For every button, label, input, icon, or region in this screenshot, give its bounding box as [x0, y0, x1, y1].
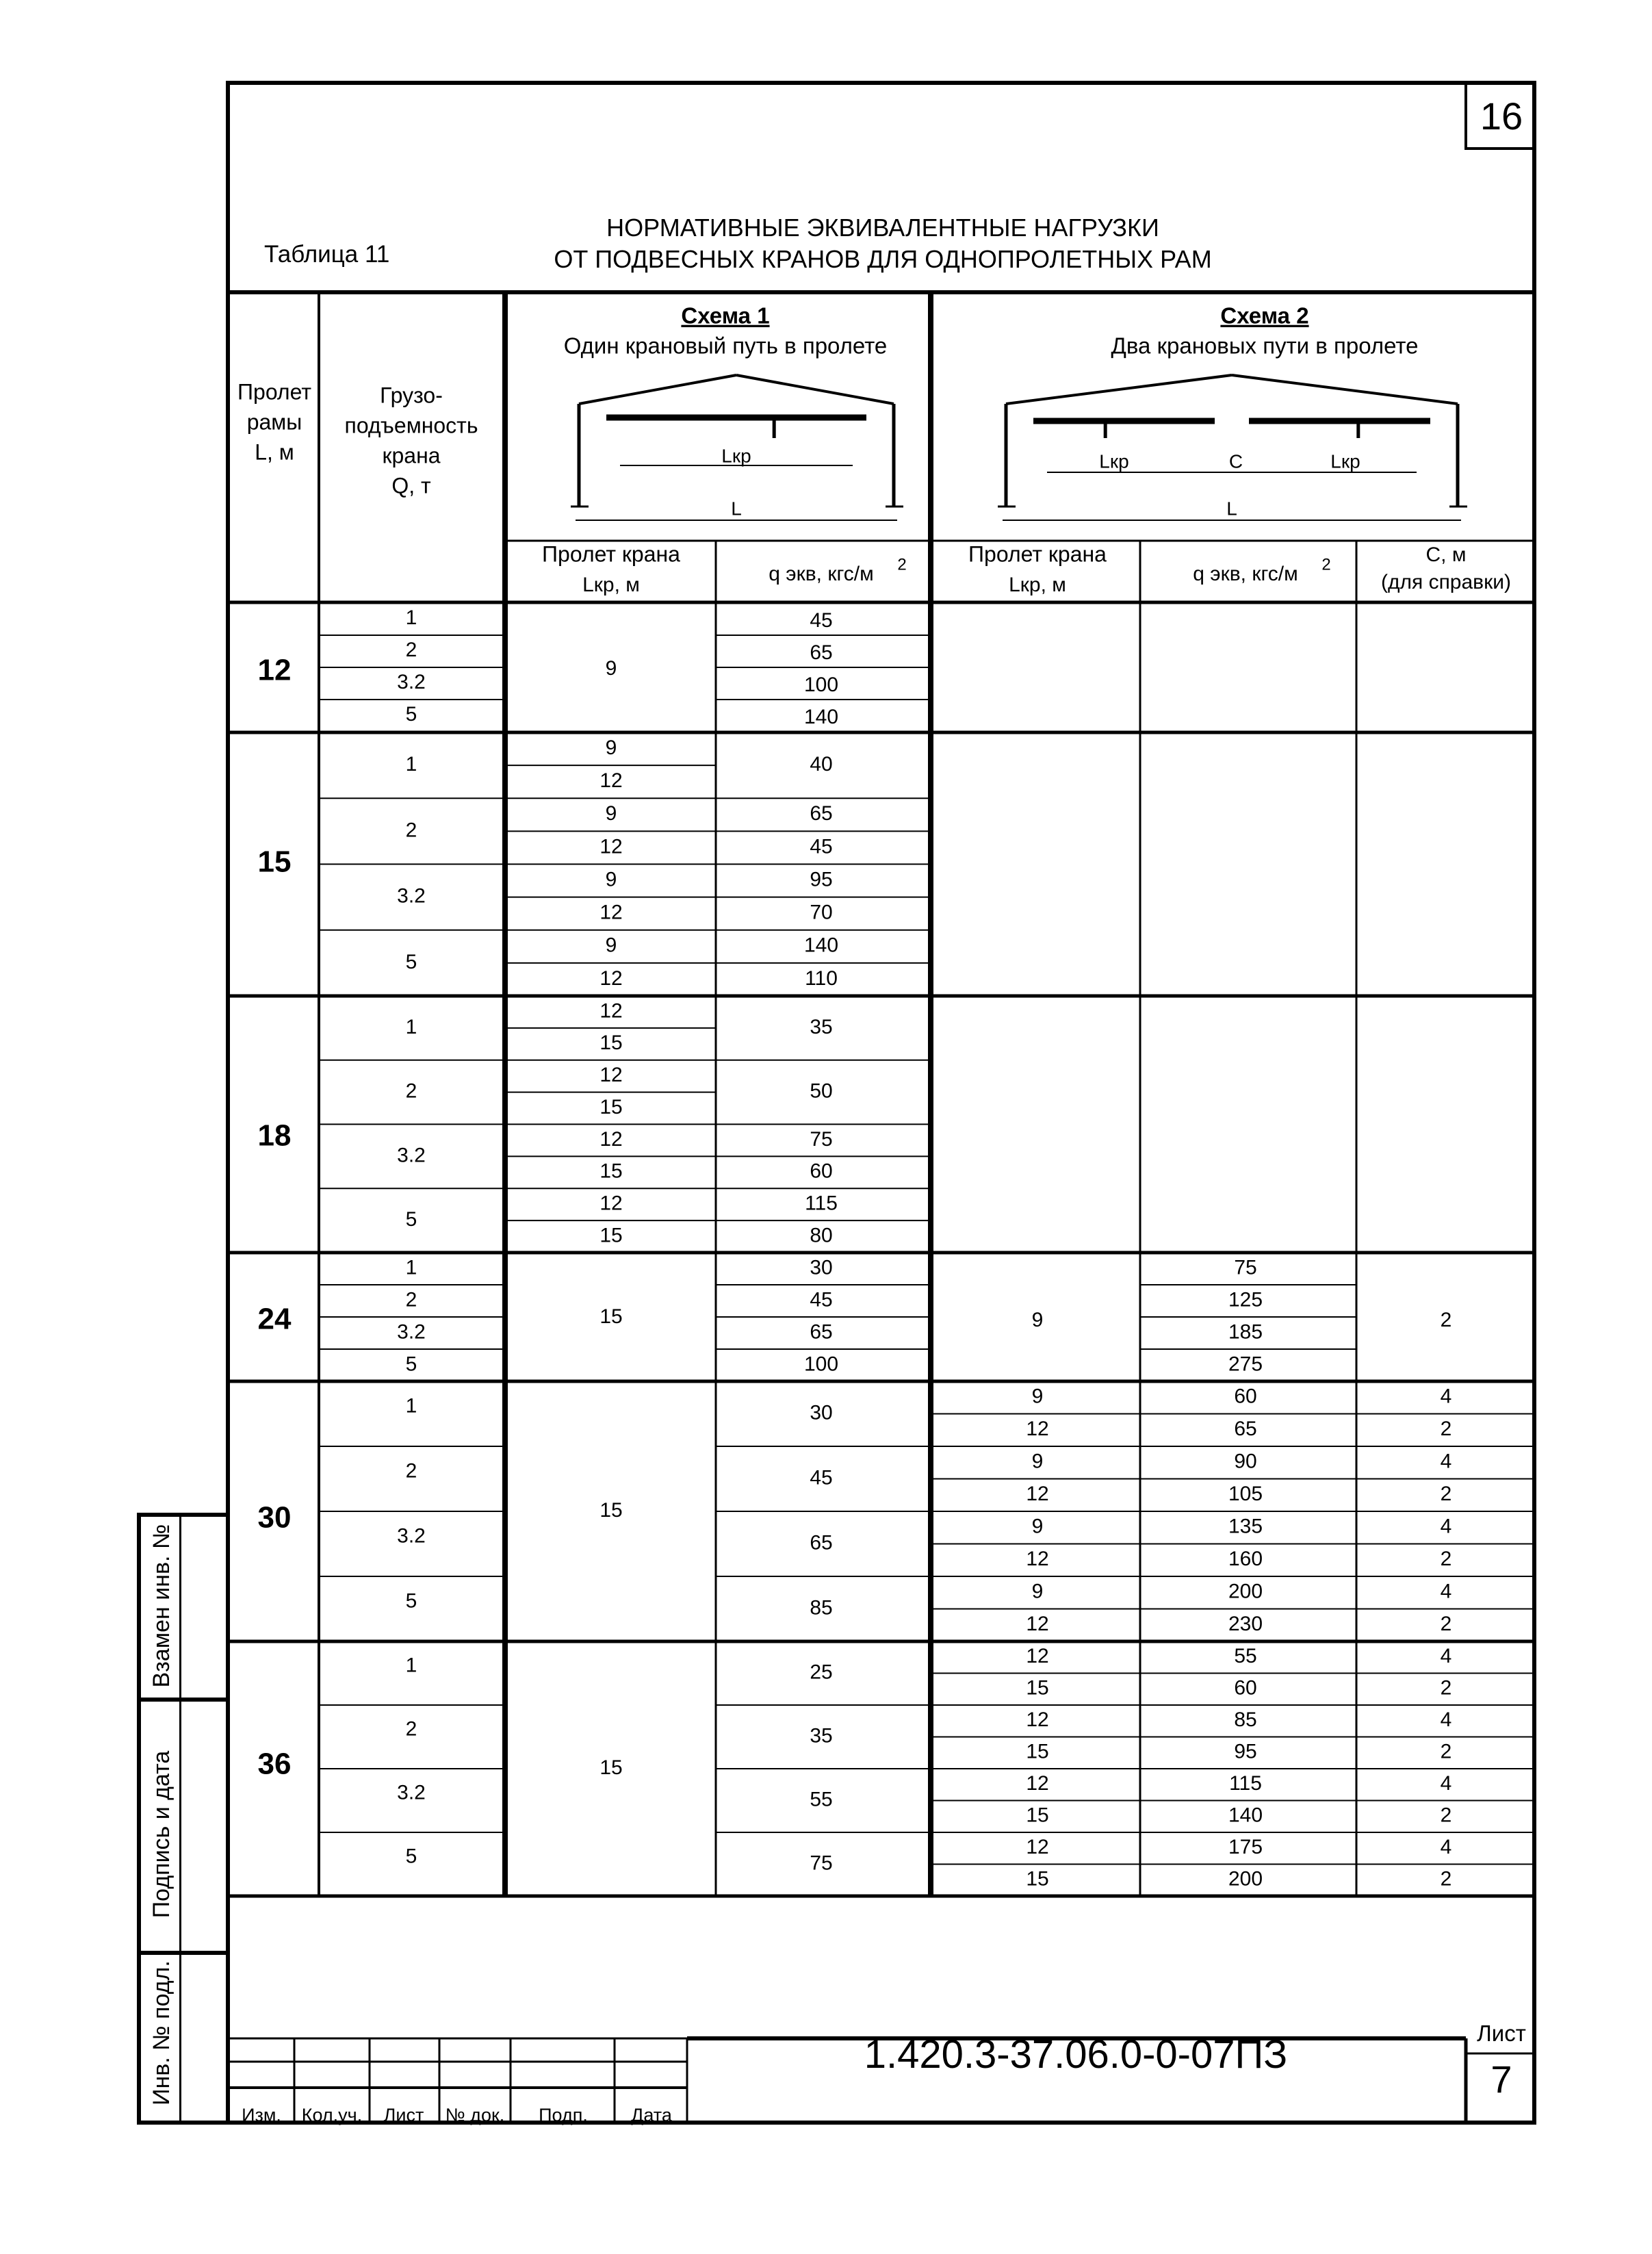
crane-span-value: 12 — [599, 1192, 623, 1215]
capacity-value: 2 — [405, 1079, 417, 1103]
sheet-number: 7 — [1490, 2058, 1512, 2101]
capacity-value: 1 — [405, 753, 417, 776]
s2-q-value: 65 — [1234, 1418, 1257, 1441]
crane-span-value: 15 — [599, 1498, 623, 1522]
header-span: Пролет — [237, 379, 311, 405]
crane-span-value: 9 — [605, 868, 617, 891]
crane-span-value: 12 — [599, 769, 623, 793]
header-q: q экв, кгс/м — [1193, 562, 1298, 585]
s2-c-value: 4 — [1440, 1450, 1452, 1473]
capacity-value: 1 — [405, 1256, 417, 1279]
q-value: 30 — [810, 1401, 833, 1424]
s2-crane-span-value: 12 — [1026, 1483, 1049, 1506]
header-capacity: крана — [382, 443, 441, 468]
q-value: 115 — [805, 1192, 838, 1215]
s2-c-value: 2 — [1440, 1740, 1452, 1763]
stamp-divider — [137, 1698, 226, 1702]
s2-crane-span-value: 12 — [1026, 1836, 1049, 1859]
capacity-value: 3.2 — [397, 670, 426, 693]
diagram-line — [579, 375, 736, 404]
s2-crane-span-value: 9 — [1031, 1308, 1044, 1331]
q-value: 65 — [810, 641, 833, 664]
q-value: 80 — [810, 1224, 833, 1247]
sheet-label: Лист — [1477, 2021, 1526, 2046]
capacity-value: 2 — [405, 1288, 417, 1311]
header-crane-span: Пролет крана — [542, 541, 680, 567]
capacity-value: 2 — [405, 819, 417, 842]
diagram-label-lkr: Lкр — [1330, 450, 1360, 472]
s2-c-value: 2 — [1440, 1548, 1452, 1571]
tb-podp: Подп. — [539, 2105, 588, 2125]
title-line-2: ОТ ПОДВЕСНЫХ КРАНОВ ДЛЯ ОДНОПРОЛЕТНЫХ РАМ — [554, 245, 1212, 273]
s2-c-value: 2 — [1440, 1418, 1452, 1441]
q-value: 100 — [803, 1353, 839, 1376]
crane-span-value: 15 — [599, 1095, 623, 1118]
capacity-value: 1 — [405, 606, 417, 629]
capacity-value: 5 — [405, 1845, 417, 1868]
s2-q-value: 200 — [1228, 1580, 1263, 1603]
s2-c-value: 4 — [1440, 1580, 1452, 1603]
crane-span-value: 9 — [605, 802, 617, 825]
s2-q-value: 55 — [1234, 1645, 1257, 1668]
q-value: 85 — [810, 1596, 833, 1619]
diagram-label-lkr: Lкр — [721, 445, 751, 467]
header-span: L, м — [255, 439, 294, 465]
q-value: 25 — [810, 1661, 833, 1684]
diagram-line — [1232, 375, 1458, 404]
capacity-value: 1 — [405, 1394, 417, 1418]
crane-span-value: 15 — [599, 1160, 623, 1183]
capacity-value: 3.2 — [397, 884, 426, 908]
q-value: 140 — [803, 934, 839, 957]
tb-kol: Кол.уч. — [301, 2105, 363, 2125]
q-value: 40 — [810, 753, 833, 776]
s2-c-value: 4 — [1440, 1836, 1452, 1859]
scheme2-desc: Два крановых пути в пролете — [1111, 333, 1419, 359]
header-crane-span: Пролет крана — [968, 541, 1107, 567]
s2-q-value: 140 — [1228, 1804, 1263, 1827]
s2-crane-span-value: 9 — [1031, 1385, 1044, 1408]
diagram-label-c: С — [1228, 450, 1243, 472]
crane-span-value: 15 — [599, 1032, 623, 1055]
capacity-value: 5 — [405, 1208, 417, 1231]
crane-span-value: 15 — [599, 1756, 623, 1779]
s2-q-value: 85 — [1234, 1708, 1257, 1732]
header-c: С, м — [1425, 543, 1467, 566]
s2-q-value: 105 — [1228, 1483, 1263, 1506]
s2-c-value: 2 — [1440, 1483, 1452, 1506]
q-value: 75 — [810, 1852, 833, 1875]
s2-crane-span-value: 12 — [1026, 1418, 1049, 1441]
s2-c-value: 4 — [1440, 1515, 1452, 1538]
header-capacity: Q, т — [391, 473, 431, 498]
s2-c-value: 2 — [1440, 1308, 1452, 1331]
header-crane-span: Lкр, м — [1009, 573, 1066, 596]
capacity-value: 5 — [405, 702, 417, 726]
header-q-sup: 2 — [897, 555, 907, 574]
s2-q-value: 175 — [1228, 1836, 1263, 1859]
q-value: 30 — [810, 1256, 833, 1279]
s2-crane-span-value: 15 — [1026, 1676, 1049, 1700]
s2-q-value: 275 — [1228, 1353, 1263, 1376]
capacity-value: 2 — [405, 638, 417, 661]
s2-crane-span-value: 12 — [1026, 1613, 1049, 1636]
diagram-label-l: L — [1226, 498, 1237, 520]
tb-ndoc: № док. — [445, 2105, 505, 2125]
capacity-value: 2 — [405, 1717, 417, 1741]
s2-crane-span-value: 12 — [1026, 1772, 1049, 1795]
s2-q-value: 160 — [1228, 1548, 1263, 1571]
diagram-line — [1006, 375, 1232, 404]
q-value: 100 — [803, 673, 839, 696]
s2-q-value: 125 — [1228, 1288, 1263, 1311]
s2-crane-span-value: 9 — [1031, 1450, 1044, 1473]
q-value: 65 — [810, 1320, 833, 1344]
capacity-value: 3.2 — [397, 1524, 426, 1548]
q-value: 45 — [810, 609, 833, 632]
tb-list: Лист — [383, 2105, 424, 2125]
q-value: 45 — [810, 1466, 833, 1489]
crane-span-value: 15 — [599, 1224, 623, 1247]
crane-span-value: 12 — [599, 1064, 623, 1087]
capacity-value: 5 — [405, 950, 417, 973]
document-code: 1.420.3-37.06.0-0-07ПЗ — [864, 2032, 1288, 2077]
capacity-value: 3.2 — [397, 1781, 426, 1804]
q-value: 65 — [810, 802, 833, 825]
capacity-value: 5 — [405, 1589, 417, 1613]
capacity-value: 1 — [405, 1654, 417, 1677]
s2-c-value: 4 — [1440, 1772, 1452, 1795]
s2-c-value: 2 — [1440, 1676, 1452, 1700]
s2-q-value: 75 — [1234, 1256, 1257, 1279]
s2-crane-span-value: 9 — [1031, 1580, 1044, 1603]
q-value: 45 — [810, 835, 833, 858]
s2-crane-span-value: 12 — [1026, 1645, 1049, 1668]
s2-c-value: 4 — [1440, 1645, 1452, 1668]
s2-crane-span-value: 15 — [1026, 1740, 1049, 1763]
stamp-replaced-inv: Взамен инв. № — [149, 1524, 175, 1688]
crane-span-value: 12 — [599, 1127, 623, 1151]
capacity-value: 1 — [405, 1015, 417, 1038]
s2-crane-span-value: 12 — [1026, 1708, 1049, 1732]
s2-c-value: 4 — [1440, 1708, 1452, 1732]
s2-c-value: 2 — [1440, 1613, 1452, 1636]
header-capacity: Грузо- — [380, 383, 443, 408]
s2-q-value: 60 — [1234, 1676, 1257, 1700]
s2-c-value: 2 — [1440, 1804, 1452, 1827]
s2-crane-span-value: 15 — [1026, 1867, 1049, 1891]
s2-q-value: 115 — [1229, 1772, 1262, 1795]
s2-crane-span-value: 12 — [1026, 1548, 1049, 1571]
q-value: 65 — [810, 1531, 833, 1554]
stamp-signature-date: Подпись и дата — [149, 1750, 175, 1919]
crane-span-value: 9 — [605, 656, 617, 680]
s2-crane-span-value: 9 — [1031, 1515, 1044, 1538]
span-value: 30 — [257, 1500, 292, 1535]
span-value: 24 — [257, 1302, 292, 1336]
q-value: 60 — [810, 1160, 833, 1183]
q-value: 45 — [810, 1288, 833, 1311]
q-value: 75 — [810, 1127, 833, 1151]
tb-data: Дата — [631, 2105, 672, 2125]
s2-c-value: 4 — [1440, 1385, 1452, 1408]
scheme1-desc: Один крановый путь в пролете — [563, 333, 888, 359]
capacity-value: 5 — [405, 1353, 417, 1376]
span-value: 18 — [257, 1118, 292, 1153]
scheme1-title: Схема 1 — [681, 303, 770, 329]
span-value: 12 — [257, 653, 292, 687]
q-value: 35 — [810, 1724, 833, 1747]
crane-span-value: 15 — [599, 1305, 623, 1328]
q-value: 35 — [810, 1015, 833, 1038]
span-value: 15 — [257, 845, 292, 879]
s2-q-value: 230 — [1228, 1613, 1263, 1636]
capacity-value: 3.2 — [397, 1144, 426, 1167]
diagram-line — [736, 375, 894, 404]
s2-q-value: 60 — [1234, 1385, 1257, 1408]
header-q-sup: 2 — [1321, 555, 1331, 574]
title-line-1: НОРМАТИВНЫЕ ЭКВИВАЛЕНТНЫЕ НАГРУЗКИ — [606, 214, 1159, 242]
crane-span-value: 12 — [599, 966, 623, 990]
s2-q-value: 185 — [1228, 1320, 1263, 1344]
capacity-value: 2 — [405, 1459, 417, 1483]
q-value: 95 — [810, 868, 833, 891]
header-span: рамы — [246, 409, 302, 435]
s2-crane-span-value: 15 — [1026, 1804, 1049, 1827]
diagram-label-l: L — [731, 498, 742, 520]
s2-q-value: 135 — [1228, 1515, 1263, 1538]
s2-q-value: 200 — [1228, 1867, 1263, 1891]
stamp-divider — [179, 1513, 181, 2125]
header-crane-span: Lкр, м — [582, 573, 640, 596]
s2-q-value: 90 — [1234, 1450, 1257, 1473]
stamp-inv-number: Инв. № подл. — [149, 1960, 175, 2105]
crane-span-value: 9 — [605, 736, 617, 759]
header-q: q экв, кгс/м — [769, 562, 874, 585]
s2-c-value: 2 — [1440, 1867, 1452, 1891]
scheme2-title: Схема 2 — [1220, 303, 1309, 329]
diagram-label-lkr: Lкр — [1099, 450, 1129, 472]
q-value: 70 — [810, 901, 833, 924]
q-value: 140 — [803, 705, 839, 728]
crane-span-value: 12 — [599, 901, 623, 924]
q-value: 55 — [810, 1788, 833, 1811]
page-number: 16 — [1464, 85, 1536, 150]
q-value: 50 — [810, 1079, 833, 1103]
capacity-value: 3.2 — [397, 1320, 426, 1344]
header-capacity: подъемность — [344, 413, 478, 438]
span-value: 36 — [257, 1747, 292, 1781]
q-value: 110 — [805, 966, 838, 990]
table-label: Таблица 11 — [264, 241, 390, 268]
crane-span-value: 12 — [599, 999, 623, 1023]
header-c: (для справки) — [1380, 570, 1512, 593]
tb-izm: Изм. — [242, 2105, 281, 2125]
s2-q-value: 95 — [1234, 1740, 1257, 1763]
crane-span-value: 9 — [605, 934, 617, 957]
crane-span-value: 12 — [599, 835, 623, 858]
